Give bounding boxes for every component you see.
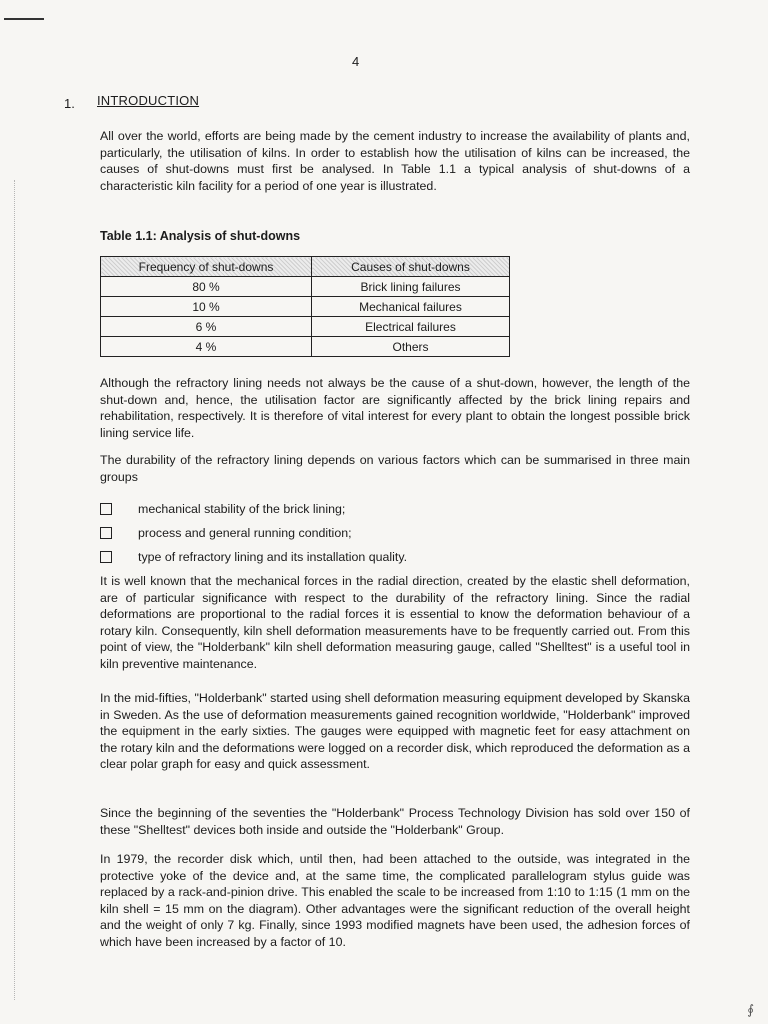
paragraph-history: In the mid-fifties, "Holderbank" started using shell deformation measuring equipment developed by Skanska in Sweden. As the use of deformation measurements gained recognition worldwide, "Holderbank" improved the equipment in the early sixties. The gauges were equipped with magnetic feet for easy attachment on the rotary kiln and the deformations were logged on a recorder disk, which reproduced the deformation as a clear polar graph for easy and quick assessment.	[100, 691, 690, 771]
list-item-text: mechanical stability of the brick lining;	[138, 502, 346, 516]
table-cell: 80 %	[101, 277, 312, 297]
table-cell: Brick lining failures	[312, 277, 510, 297]
paragraph-1979: In 1979, the recorder disk which, until then, had been attached to the outside, was integrated in the protective yoke of the device and, at the same time, the complicated parallelogram stylus guide was replaced by a rack-and-pinion drive. This enabled the scale to be increased from 1:10 to 1:15 (1 mm on the kiln shell = 15 mm on the diagram). Other advantages were the significant reduction of the overall height and the weight of only 7 kg. Finally, since 1993 modified magnets have been used, the adhesion forces of which have been increased by a factor of 10.	[100, 852, 690, 949]
list-item	[100, 497, 407, 521]
list-item	[100, 545, 407, 569]
table-cell: 10 %	[101, 297, 312, 317]
table-row	[101, 337, 510, 357]
table-cell: 4 %	[101, 337, 312, 357]
paragraph-sales: Since the beginning of the seventies the "Holderbank" Process Technology Division has sold over 150 of these "Shelltest" devices both inside and outside the "Holderbank" Group.	[100, 806, 690, 837]
checkbox-bullet-icon	[100, 527, 112, 539]
table-caption: Table 1.1: Analysis of shut-downs	[100, 229, 301, 243]
section-number: 1.	[64, 96, 75, 111]
table-header: Causes of shut-downs	[312, 257, 510, 277]
list-item-text: process and general running condition;	[138, 526, 352, 540]
margin-mark	[4, 18, 44, 20]
factor-list	[100, 497, 407, 569]
table-row	[101, 277, 510, 297]
paragraph-durability: The durability of the refractory lining depends on various factors which can be summarised in three main groups	[100, 453, 690, 484]
intro-paragraph: All over the world, efforts are being made by the cement industry to increase the availability of plants and, particularly, the utilisation of kilns. In order to establish how the utilisation of kilns can be increased, the causes of shut-downs must first be analysed. In Table 1.1 a typical analysis of shut-downs of a characteristic kiln facility for a period of one year is illustrated.	[100, 129, 690, 193]
section-title: INTRODUCTION	[97, 93, 200, 108]
corner-handwritten-mark: ∮	[747, 1002, 754, 1017]
list-item	[100, 521, 407, 545]
page-number: 4	[352, 54, 360, 69]
paragraph-mechanical-forces: It is well known that the mechanical forces in the radial direction, created by the elastic shell deformation, are of particular significance with respect to the durability of the refractory lining. Since the radial deformations are proportional to the radial forces it is essential to know the deformation behaviour of a rotary kiln. Consequently, kiln shell deformation measurements have to be frequently carried out. From this point of view, the "Holderbank" kiln shell deformation measuring gauge, called "Shelltest" is a useful tool in kiln preventive maintenance.	[100, 574, 690, 671]
paragraph-lining-shutdown: Although the refractory lining needs not always be the cause of a shut-down, however, the length of the shut-down and, hence, the utilisation factor are significantly affected by the brick lining repairs and rehabilitation, respectively. It is therefore of vital interest for every plant to obtain the longest possible brick lining service life.	[100, 376, 690, 440]
shutdown-table	[100, 256, 510, 357]
table-header: Frequency of shut-downs	[101, 257, 312, 277]
table-cell: Electrical failures	[312, 317, 510, 337]
table-header-row	[101, 257, 510, 277]
table-cell: Others	[312, 337, 510, 357]
checkbox-bullet-icon	[100, 551, 112, 563]
list-item-text: type of refractory lining and its installation quality.	[138, 550, 408, 564]
table-row	[101, 317, 510, 337]
checkbox-bullet-icon	[100, 503, 112, 515]
table-cell: 6 %	[101, 317, 312, 337]
scan-edge	[14, 180, 18, 1000]
table-row	[101, 297, 510, 317]
table-cell: Mechanical failures	[312, 297, 510, 317]
